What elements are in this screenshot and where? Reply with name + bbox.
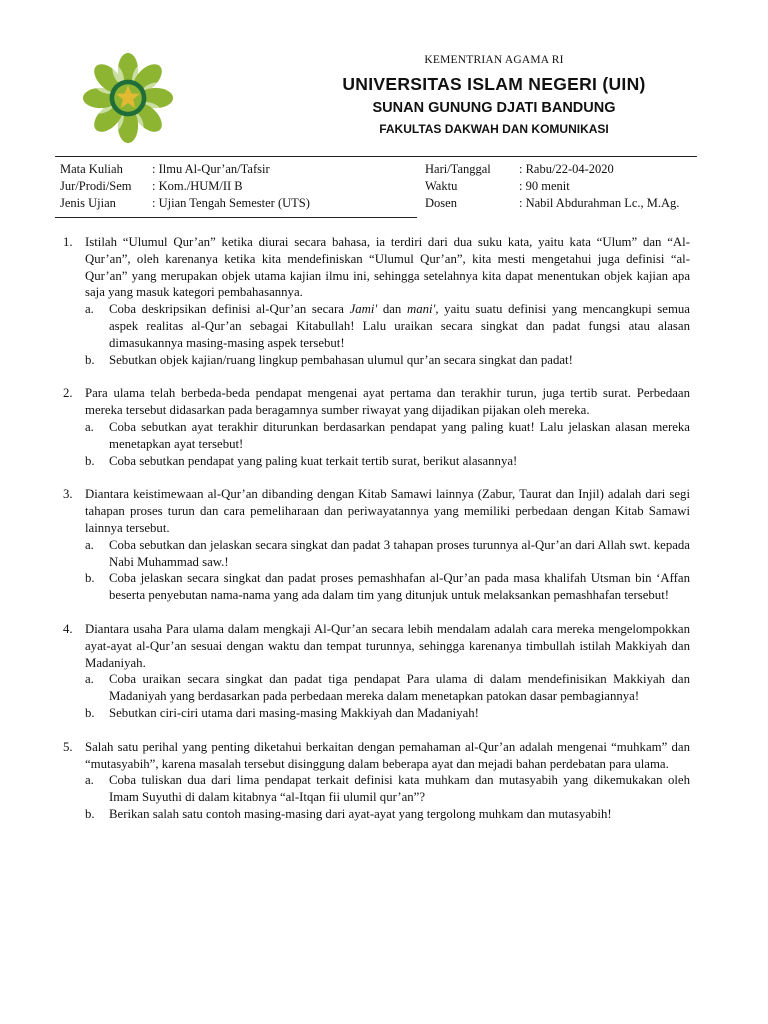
question-number: 5.: [63, 739, 73, 754]
info-divider: [55, 217, 417, 218]
sub-label: b.: [85, 352, 95, 367]
info-label: Mata Kuliah: [60, 162, 123, 176]
sub-label: b.: [85, 453, 95, 468]
sub-question-b: [85, 570, 690, 604]
info-value: : 90 menit: [519, 179, 570, 193]
question-number: 1.: [63, 235, 73, 249]
question-5: [63, 739, 690, 823]
exam-info-right: [425, 161, 679, 212]
campus-name: SUNAN GUNUNG DJATI BANDUNG: [372, 100, 616, 116]
university-logo: [82, 52, 174, 144]
sub-question-b: [85, 806, 690, 823]
info-row-duration: [425, 178, 679, 195]
info-row-lecturer: [425, 195, 679, 212]
question-text: Istilah “Ulumul Qur’an” ketika diurai secara bahasa, ia terdiri dari dua suku kata, yaitu kata “Ulum” dan “Al-Qur’an”, oleh karenanya ketika kita mendefiniskan “Ulumul Qur’an”, kita mesti mengetahui juga definisi “al-Qur’an” yang merupakan objek utama kajian ilmu ini, sehingga setelahnya kita dapat menentukan objek kajian apa saja yang masuk kategori pembahasannya.: [85, 235, 690, 300]
sub-text: Coba sebutkan pendapat yang paling kuat terkait tertib surat, berikut alasannya!: [109, 453, 518, 468]
sub-text: Coba jelaskan secara singkat dan padat proses pemashhafan al-Qur’an pada masa khalifah Utsman bin ‘Affan beserta penyebutan nama-nama yang ada dalam tim yang ditunjuk untuk melaksankan pemashhafan tersebut!: [109, 571, 690, 603]
sub-text: Coba deskripsikan definisi al-Qur’an secara Jami' dan mani', yaitu suatu definisi yang mencangkupi semua aspek realitas al-Qur’an sebagai Kitabullah! Lalu uraikan secara singkat dan padat fungsi atau alasan dimasukannya masing-masing aspek tersebut!: [109, 302, 690, 350]
info-row-course: [60, 161, 310, 178]
sub-text: Coba tuliskan dua dari lima pendapat terkait definisi kata muhkam dan mutasyabih yang dikemukakan oleh Imam Suyuthi di dalam kitabnya “al-Itqan fii ulumil qur’an”?: [109, 773, 690, 805]
sub-question-a: [85, 301, 690, 351]
question-list: [63, 234, 690, 840]
question-text: Diantara keistimewaan al-Qur’an dibanding dengan Kitab Samawi lainnya (Zabur, Taurat dan Injil) adalah dari segi tahapan proses turun dan cara pemeliharaan dan periwayatannya yang memiliki perbedaan dengan Kitab Samawi lainnya tersebut.: [85, 487, 690, 535]
exam-info-left: [60, 161, 310, 212]
sub-label: b.: [85, 571, 95, 586]
sub-question-b: [85, 352, 690, 369]
question-text: Salah satu perihal yang penting diketahui berkaitan dengan pemahaman al-Qur’an adalah mengenai “muhkam” dan “mutasyabih”, karena masalah tersebut disinggung dalam beberapa ayat dan mejadi bahan perdebatan para ulama.: [85, 739, 690, 771]
sub-text: Coba sebutkan dan jelaskan secara singkat dan padat 3 tahapan proses turunnya al-Qur’an dari Allah swt. kepada Nabi Muhammad saw.!: [109, 537, 690, 569]
question-3: [63, 486, 690, 604]
sub-text: Sebutkan objek kajian/ruang lingkup pembahasan ulumul qur’an secara singkat dan padat!: [109, 352, 573, 367]
sub-question-b: [85, 453, 690, 470]
info-label: Jenis Ujian: [60, 196, 116, 210]
question-number: 4.: [63, 621, 73, 636]
sub-label: a.: [85, 672, 94, 687]
sub-label: a.: [85, 537, 94, 552]
sub-label: b.: [85, 705, 95, 720]
info-label: Dosen: [425, 196, 457, 210]
sub-question-a: [85, 671, 690, 705]
sub-text: Berikan salah satu contoh masing-masing dari ayat-ayat yang tergolong muhkam dan mutasyabih!: [109, 806, 612, 821]
question-number: 3.: [63, 487, 73, 502]
sub-label: a.: [85, 302, 94, 317]
info-label: Jur/Prodi/Sem: [60, 179, 132, 193]
ministry-name: KEMENTRIAN AGAMA RI: [424, 54, 564, 66]
university-name: UNIVERSITAS ISLAM NEGERI (UIN): [342, 74, 646, 94]
sub-question-a: [85, 537, 690, 571]
info-value: : Rabu/22-04-2020: [519, 162, 614, 176]
question-2: [63, 385, 690, 469]
info-row-exam-type: [60, 195, 310, 212]
term-jami: Jami': [349, 302, 378, 317]
term-mani: mani': [406, 302, 436, 317]
info-row-date: [425, 161, 679, 178]
info-value: : Kom./HUM/II B: [152, 179, 243, 193]
faculty-name: FAKULTAS DAKWAH DAN KOMUNIKASI: [379, 122, 609, 136]
sub-label: a.: [85, 419, 94, 434]
sub-label: a.: [85, 773, 94, 788]
sub-text: Coba sebutkan ayat terakhir diturunkan berdasarkan pendapat yang paling kuat! Lalu jelaskan alasan mereka menetapkan ayat tersebut!: [109, 419, 690, 451]
info-label: Hari/Tanggal: [425, 162, 491, 176]
sub-question-b: [85, 705, 690, 722]
sub-label: b.: [85, 806, 95, 821]
sub-text: Coba uraikan secara singkat dan padat tiga pendapat Para ulama di dalam mendefinisikan Makkiyah dan Madaniyah yang berdasarkan pada perbedaan mereka dalam menetapkan patokan dasar pembagiannya!: [109, 672, 690, 704]
info-label: Waktu: [425, 179, 458, 193]
info-value: : Nabil Abdurahman Lc., M.Ag.: [519, 196, 680, 210]
info-row-program: [60, 178, 310, 195]
question-4: [63, 621, 690, 722]
info-value: : Ujian Tengah Semester (UTS): [152, 196, 310, 210]
sub-question-a: [85, 772, 690, 806]
info-value: : Ilmu Al-Qur’an/Tafsir: [152, 162, 270, 176]
question-number: 2.: [63, 386, 73, 401]
sub-question-a: [85, 419, 690, 453]
question-text: Diantara usaha Para ulama dalam mengkaji Al-Qur’an secara lebih mendalam adalah cara mereka mengelompokkan ayat-ayat al-Qur’an sesuai dengan waktu dan tempat turunnya, sehingga karenanya timbullah istilah Makkiyah dan Madaniyah.: [85, 621, 690, 670]
question-1: [63, 234, 690, 368]
sub-text: Sebutkan ciri-ciri utama dari masing-masing Makkiyah dan Madaniyah!: [109, 705, 479, 720]
question-text: Para ulama telah berbeda-beda pendapat mengenai ayat pertama dan terakhir turun, juga tertib surat. Perbedaan mereka tersebut didasarkan pada beragamnya sumber riwayat yang dijadikan pijakan oleh mereka.: [85, 386, 690, 418]
header-divider: [55, 156, 697, 157]
